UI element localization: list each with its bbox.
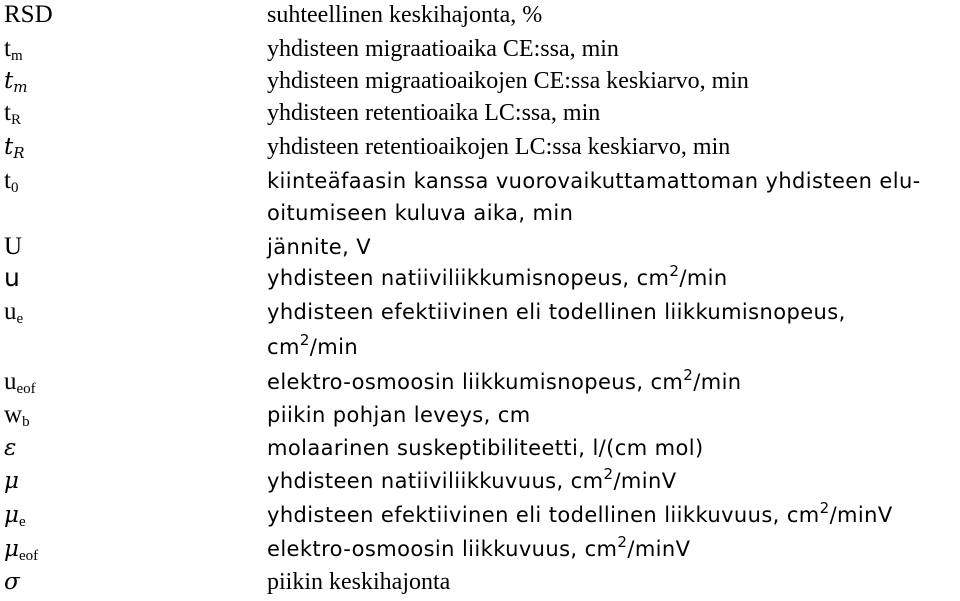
- symbol-description: [267, 263, 728, 293]
- description-text: /min: [693, 370, 742, 394]
- symbol-subscript: eof: [18, 548, 39, 564]
- description-text: elektro-osmoosin liikkumisnopeus, cm: [267, 370, 684, 394]
- symbol-row: [0, 263, 960, 296]
- symbol-main: t: [4, 134, 14, 160]
- symbol: [4, 567, 20, 597]
- symbol-row: [0, 367, 960, 400]
- symbol-subscript: m: [13, 78, 28, 96]
- description-text: yhdisteen efektiivinen eli todellinen liikkumisnopeus,: [267, 300, 846, 324]
- symbol: [4, 297, 23, 327]
- description-text: molaarinen suskeptibiliteetti, l/(cm mol): [267, 436, 704, 460]
- symbol-subscript: R: [10, 112, 21, 128]
- superscript: 2: [299, 331, 310, 349]
- symbol-row-continuation: [0, 332, 960, 365]
- symbol-subscript: e: [18, 514, 26, 530]
- symbol-main: w: [4, 401, 23, 428]
- superscript: 2: [669, 262, 680, 280]
- superscript: 2: [683, 366, 694, 384]
- symbol-row: [0, 232, 960, 265]
- symbol-main: u: [4, 263, 20, 292]
- description-text: yhdisteen migraatioaika CE:ssa, min: [267, 36, 619, 62]
- symbol-description: [267, 132, 730, 162]
- symbol-main: RSD: [4, 1, 53, 28]
- symbol-row: [0, 297, 960, 330]
- symbol-main: t: [4, 35, 11, 62]
- symbol-main: σ: [4, 569, 20, 595]
- symbol-row: [0, 534, 960, 567]
- symbol-row: [0, 34, 960, 67]
- symbol-description: [267, 400, 531, 430]
- description-text: yhdisteen natiiviliikkuvuus, cm: [267, 469, 604, 493]
- symbol-description: [267, 66, 749, 96]
- symbol-row: [0, 132, 960, 165]
- symbol: [4, 166, 18, 196]
- description-text: yhdisteen retentioaika LC:ssa, min: [267, 100, 601, 126]
- symbol-main: t: [4, 68, 14, 94]
- description-text: elektro-osmoosin liikkuvuus, cm: [267, 537, 618, 561]
- symbol: [4, 433, 16, 463]
- symbol-subscript: R: [13, 144, 25, 162]
- symbol-row: [0, 66, 960, 99]
- symbol-subscript: m: [10, 48, 23, 64]
- symbol: [4, 500, 26, 530]
- description-text: jännite, V: [267, 235, 372, 259]
- symbol-subscript: 0: [10, 180, 19, 196]
- symbol: [4, 367, 36, 397]
- symbol: [4, 132, 25, 162]
- symbol-main: t: [4, 99, 11, 126]
- symbol: [4, 232, 22, 262]
- symbol-description: [267, 297, 846, 327]
- description-text: /minV: [613, 469, 677, 493]
- description-text: piikin pohjan leveys, cm: [267, 403, 531, 427]
- symbol-description: [267, 198, 573, 228]
- symbol-description: [267, 367, 742, 397]
- symbol-subscript: eof: [16, 381, 36, 397]
- symbol-row: [0, 500, 960, 533]
- symbol-row: [0, 0, 960, 33]
- symbol-subscript: b: [22, 414, 30, 430]
- symbol-main: μ: [4, 502, 19, 528]
- description-text: oitumiseen kuluva aika, min: [267, 201, 574, 225]
- symbol-row: [0, 98, 960, 131]
- symbol-row: [0, 166, 960, 199]
- symbol: [4, 400, 30, 430]
- symbol-description: [267, 466, 676, 496]
- symbol-description: [267, 34, 619, 64]
- symbol-description: [267, 332, 358, 362]
- description-text: suhteellinen keskihajonta, %: [267, 2, 543, 28]
- symbol-description: [267, 166, 921, 196]
- symbol-description: [267, 232, 371, 262]
- symbol-row: [0, 433, 960, 466]
- symbol: [4, 66, 27, 96]
- symbol-main: μ: [4, 536, 19, 562]
- description-text: cm: [267, 335, 300, 359]
- description-text: yhdisteen natiiviliikkumisnopeus, cm: [267, 266, 670, 290]
- description-text: yhdisteen efektiivinen eli todellinen liikkuvuus, cm: [267, 503, 820, 527]
- description-text: kiinteäfaasin kanssa vuorovaikuttamattoman yhdisteen elu-: [267, 169, 921, 193]
- symbol-main: ε: [4, 435, 17, 461]
- symbol-subscript: e: [16, 311, 24, 327]
- symbol: [4, 34, 23, 64]
- description-text: yhdisteen retentioaikojen LC:ssa keskiarvo, min: [267, 134, 731, 160]
- symbol-main: u: [4, 298, 17, 325]
- symbol: [4, 98, 21, 128]
- symbol-description: [267, 98, 600, 128]
- symbol: [4, 466, 19, 496]
- description-text: piikin keskihajonta: [267, 569, 451, 595]
- symbol-description: [267, 433, 704, 463]
- superscript: 2: [603, 465, 614, 483]
- symbol-main: U: [4, 233, 23, 260]
- description-text: /minV: [829, 503, 893, 527]
- description-text: /min: [309, 335, 359, 359]
- description-text: /min: [679, 266, 728, 290]
- symbol-description: [267, 0, 542, 30]
- symbol-row: [0, 466, 960, 499]
- symbol-description: [267, 534, 690, 564]
- symbol-row-continuation: [0, 198, 960, 231]
- symbol: [4, 263, 20, 293]
- symbol-description: [267, 500, 893, 530]
- symbol-main: u: [4, 368, 17, 395]
- symbol: [4, 0, 53, 30]
- symbol-row: [0, 400, 960, 433]
- symbol-main: μ: [4, 468, 19, 494]
- symbol-row: [0, 567, 960, 600]
- symbol-description: [267, 567, 450, 597]
- symbol-main: t: [4, 167, 11, 194]
- symbol: [4, 534, 38, 564]
- description-text: yhdisteen migraatioaikojen CE:ssa keskiarvo, min: [267, 68, 749, 94]
- description-text: /minV: [627, 537, 691, 561]
- superscript: 2: [819, 499, 830, 517]
- superscript: 2: [617, 533, 628, 551]
